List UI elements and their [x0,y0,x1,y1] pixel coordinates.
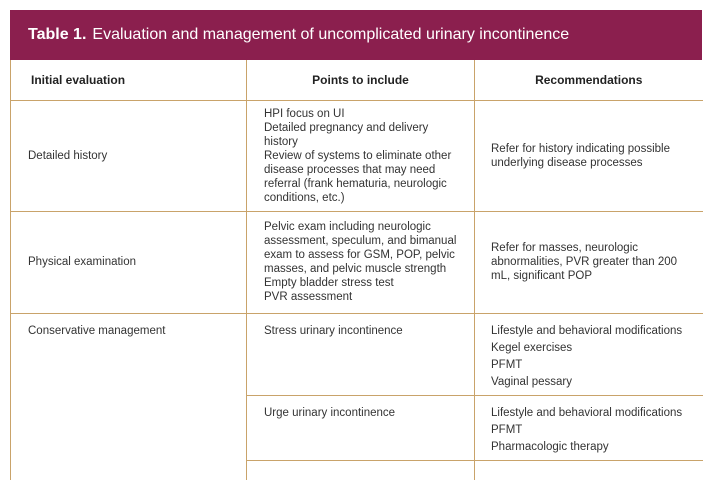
table-row [11,313,703,395]
recommendation-item: PFMT [491,358,523,371]
header-recommendations: Recommendations [535,72,643,87]
header-initial-evaluation: Initial evaluation [11,60,247,100]
recommendation-item: PFMT [491,423,523,436]
table-header-row [11,60,703,100]
stub-cell [247,460,475,480]
row-recommendations-stress [475,313,703,395]
table-row [11,100,703,211]
recommendation-item: Kegel exercises [491,341,573,354]
recommendation-item: Lifestyle and behavioral modifications [491,406,683,419]
table-row [11,395,703,460]
point-item: Urge urinary incontinence [264,406,396,419]
recommendation-item: Lifestyle and behavioral modifications [491,324,683,337]
row-recommendations-history [475,100,703,211]
recommendation-item: Vaginal pessary [491,375,572,388]
recommendation-item: Pharmacologic therapy [491,440,609,453]
point-item: Empty bladder stress test [264,277,394,289]
table-title-bar [10,10,702,60]
stub-cell [475,460,703,480]
row-evaluation-physical: Physical examination [11,211,247,313]
recommendation-item: Refer for history indicating possible underlying disease processes [491,142,670,169]
table-label: Table 1. [28,26,87,43]
row-evaluation-conservative: Conservative management [11,313,247,395]
point-item: Review of systems to eliminate other disease processes that may need referral (frank hematuria, neurologic conditions, etc.) [264,149,452,204]
table-page [10,0,702,453]
stub-cell [11,460,247,480]
point-item: PVR assessment [264,291,353,303]
row-evaluation-history: Detailed history [11,100,247,211]
table-row-stub [11,460,703,480]
row-points-urge [247,395,475,460]
point-item: Pelvic exam including neurologic assessment, speculum, and bimanual exam to assess for GSM, POP, pelvic masses, and pelvic muscle strength [264,221,457,275]
point-item: HPI focus on UI [264,107,345,120]
incontinence-table [10,60,703,480]
row-points-stress [247,313,475,395]
table-row [11,211,703,313]
point-item: Stress urinary incontinence [264,324,403,337]
point-item: Detailed pregnancy and delivery history [264,121,429,148]
row-evaluation-empty [11,395,247,460]
header-points-to-include: Points to include [247,60,475,100]
table-title: Evaluation and management of uncomplicated urinary incontinence [92,26,570,43]
recommendation-item: Refer for masses, neurologic abnormalities, PVR greater than 200 mL, significant POP [491,242,678,282]
row-recommendations-urge [475,395,703,460]
row-points-history [247,100,475,211]
row-recommendations-physical [475,211,703,313]
row-points-physical [247,211,475,313]
